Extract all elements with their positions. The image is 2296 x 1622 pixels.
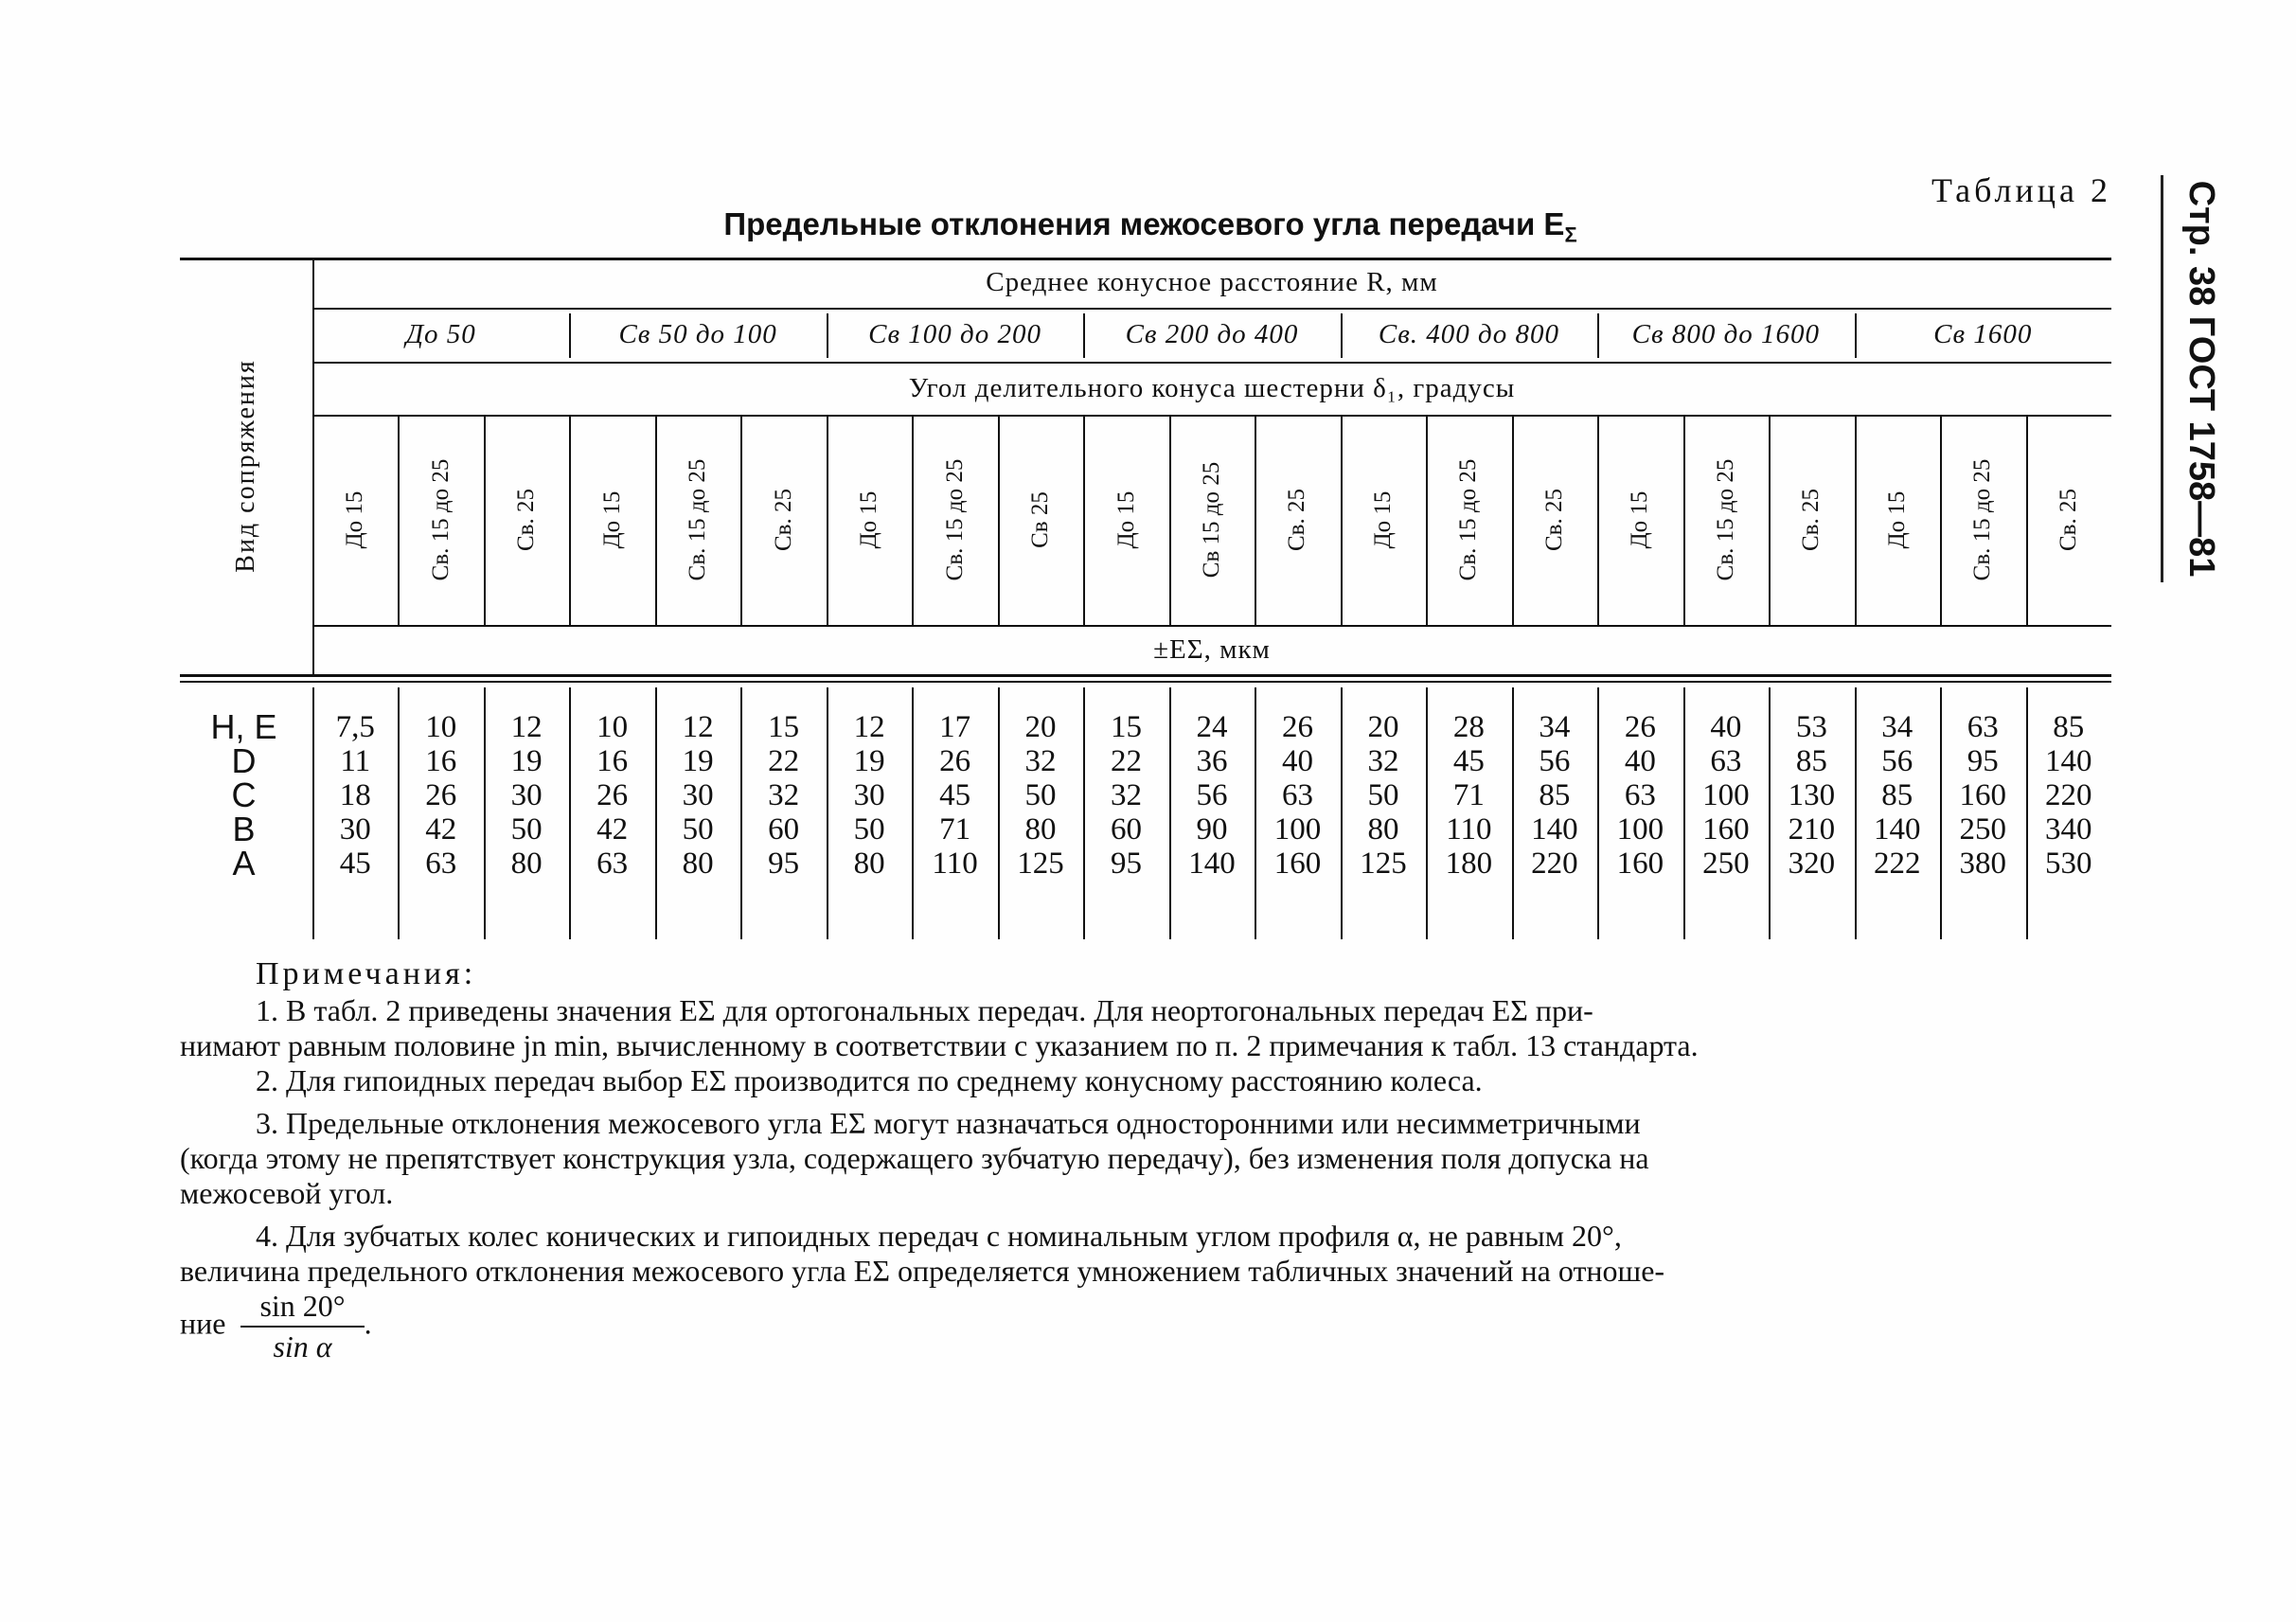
angle-column-label: До 15 xyxy=(1369,490,1396,549)
table-cell: 45 xyxy=(939,778,971,812)
header-bottom-rule-2 xyxy=(180,681,2111,683)
note-3-line-3: межосевой угол. xyxy=(180,1176,394,1210)
angle-column-label: Св. 25 xyxy=(1540,489,1567,551)
table-cell: 160 xyxy=(1959,778,2007,812)
table-cell: 45 xyxy=(339,847,371,881)
table-cell: 320 xyxy=(1788,847,1836,881)
angle-column-18 xyxy=(1769,415,1854,625)
angle-column-20 xyxy=(1940,415,2025,625)
angle-column-9 xyxy=(998,415,1083,625)
angle-column-label: Св. 15 до 25 xyxy=(1712,458,1738,581)
table-cell: 80 xyxy=(510,847,543,881)
angle-column-5 xyxy=(655,415,740,625)
table-cell: 100 xyxy=(1273,812,1322,847)
angle-column-label: До 15 xyxy=(856,490,882,549)
table-cell: 18 xyxy=(339,778,371,812)
table-cell: 15 xyxy=(768,710,800,744)
note-3-line-1: 3. Предельные отклонения межосевого угла EΣ могут назначаться односторонними или несимметричными xyxy=(256,1106,1641,1140)
table-cell: 40 xyxy=(1624,744,1656,778)
table-cell: 63 xyxy=(1710,744,1742,778)
angle-divider-1 xyxy=(398,415,400,625)
table-cell: 56 xyxy=(1196,778,1228,812)
note-4-suffix: . xyxy=(364,1306,372,1341)
table-cell: 17 xyxy=(939,710,971,744)
table-cell: 530 xyxy=(2045,847,2092,881)
table-cell: 7,5 xyxy=(335,710,375,744)
table-cell: 222 xyxy=(1874,847,1921,881)
table-cell: 42 xyxy=(425,812,457,847)
angle-column-2 xyxy=(398,415,483,625)
table-cell: 60 xyxy=(768,812,800,847)
angle-divider-16 xyxy=(1683,415,1685,625)
distance-group-6: Св 800 до 1600 xyxy=(1631,319,1821,349)
angle-divider-11 xyxy=(1255,415,1256,625)
table-cell: 80 xyxy=(1024,812,1057,847)
table-cell: 140 xyxy=(1531,812,1578,847)
table-cell: 63 xyxy=(1624,778,1656,812)
table-cell: 34 xyxy=(1881,710,1913,744)
table-cell: 63 xyxy=(1967,710,1999,744)
group-divider-2 xyxy=(827,313,828,358)
table-cell: 380 xyxy=(1959,847,2007,881)
table-cell: 15 xyxy=(1111,710,1143,744)
table-cell: 85 xyxy=(1795,744,1827,778)
angle-column-label: До 15 xyxy=(1627,490,1653,549)
table-cell: 125 xyxy=(1360,847,1407,881)
table-cell: 56 xyxy=(1881,744,1913,778)
table-title-text: Предельные отклонения межосевого угла передачи E xyxy=(723,206,1565,241)
table-cell: 71 xyxy=(1452,778,1485,812)
table-cell: 30 xyxy=(339,812,371,847)
table-cell: 210 xyxy=(1788,812,1836,847)
table-cell: 160 xyxy=(1702,812,1750,847)
table-cell: 12 xyxy=(853,710,885,744)
table-cell: 26 xyxy=(425,778,457,812)
angle-column-19 xyxy=(1855,415,1940,625)
table-cell: 110 xyxy=(1446,812,1492,847)
table-cell: 140 xyxy=(2045,744,2092,778)
note-2: 2. Для гипоидных передач выбор EΣ производится по среднему конусному расстоянию колеса. xyxy=(256,1063,1483,1097)
table-cell: 56 xyxy=(1539,744,1571,778)
table-cell: 80 xyxy=(1367,812,1399,847)
table-cell: 50 xyxy=(510,812,543,847)
table-cell: 50 xyxy=(1367,778,1399,812)
angle-divider-19 xyxy=(1940,415,1942,625)
row-header-label: Вид сопряжения xyxy=(231,359,260,573)
row-label-5: A xyxy=(232,844,256,882)
table-cell: 220 xyxy=(2045,778,2092,812)
table-cell: 26 xyxy=(1281,710,1313,744)
header-bottom-rule xyxy=(180,674,2111,677)
angle-column-21 xyxy=(2026,415,2111,625)
fraction-numerator: sin 20° xyxy=(240,1289,364,1328)
angle-column-7 xyxy=(827,415,912,625)
angle-column-label: До 15 xyxy=(598,490,625,549)
table-cell: 110 xyxy=(932,847,978,881)
table-cell: 30 xyxy=(853,778,885,812)
table-cell: 32 xyxy=(1024,744,1057,778)
group-divider-4 xyxy=(1341,313,1343,358)
angle-column-6 xyxy=(740,415,826,625)
fraction-denominator: sin α xyxy=(273,1329,332,1364)
table-cell: 340 xyxy=(2045,812,2092,847)
note-1-line-1: 1. В табл. 2 приведены значения EΣ для ортогональных передач. Для неортогональных передач EΣ при- xyxy=(256,993,1593,1027)
row-label-1: H, E xyxy=(210,707,277,746)
table-cell: 250 xyxy=(1959,812,2007,847)
table-cell: 30 xyxy=(510,778,543,812)
table-cell: 85 xyxy=(2053,710,2085,744)
angle-column-label: Св. 25 xyxy=(1284,489,1310,551)
table-cell: 20 xyxy=(1367,710,1399,744)
angle-divider-17 xyxy=(1769,415,1771,625)
angle-divider-10 xyxy=(1169,415,1171,625)
table-cell: 160 xyxy=(1273,847,1322,881)
row-header-cell xyxy=(180,258,312,674)
table-cell: 19 xyxy=(853,744,885,778)
table-cell: 26 xyxy=(939,744,971,778)
angle-column-label: До 15 xyxy=(1112,490,1139,549)
table-cell: 80 xyxy=(853,847,885,881)
table-cell: 50 xyxy=(682,812,714,847)
angle-column-label: Св. 15 до 25 xyxy=(685,458,711,581)
table-cell: 19 xyxy=(510,744,543,778)
angle-column-label: Св 15 до 25 xyxy=(1198,461,1224,579)
table-cell: 125 xyxy=(1017,847,1064,881)
distance-group-5: Св. 400 до 800 xyxy=(1378,319,1559,349)
table-cell: 100 xyxy=(1616,812,1664,847)
table-cell: 60 xyxy=(1111,812,1143,847)
table-cell: 95 xyxy=(1111,847,1143,881)
table-cell: 22 xyxy=(1111,744,1143,778)
table-cell: 40 xyxy=(1281,744,1313,778)
table-cell: 71 xyxy=(939,812,971,847)
table-cell: 85 xyxy=(1881,778,1913,812)
side-header-text: Стр. 38 ГОСТ 1758—81 xyxy=(2181,180,2221,578)
table-cell: 12 xyxy=(682,710,714,744)
angle-column-label: Св. 25 xyxy=(513,489,540,551)
side-rule xyxy=(2161,175,2163,582)
angle-divider-2 xyxy=(484,415,486,625)
note-4-line-3 xyxy=(180,1289,2121,1364)
angle-column-15 xyxy=(1512,415,1597,625)
group-divider-5 xyxy=(1597,313,1599,358)
distance-header: Среднее конусное расстояние R, мм xyxy=(986,267,1438,297)
distance-group-2: Св 50 до 100 xyxy=(618,319,777,349)
angle-column-13 xyxy=(1341,415,1426,625)
table-cell: 95 xyxy=(768,847,800,881)
angle-divider-3 xyxy=(569,415,571,625)
table-cell: 16 xyxy=(425,744,457,778)
table-cell: 16 xyxy=(596,744,629,778)
angle-column-4 xyxy=(569,415,654,625)
table-cell: 10 xyxy=(596,710,629,744)
table-cell: 11 xyxy=(340,744,371,778)
row-label-3: C xyxy=(231,775,257,814)
angle-divider-15 xyxy=(1597,415,1599,625)
note-1-line-2: нимают равным половине jn min, вычисленному в соответствии с указанием по п. 2 примечания к табл. 13 стандарта. xyxy=(180,1028,1699,1062)
table-title xyxy=(189,206,2111,248)
table-cell: 30 xyxy=(682,778,714,812)
table-cell: 28 xyxy=(1452,710,1485,744)
table-cell: 24 xyxy=(1196,710,1228,744)
row-label-2: D xyxy=(231,741,257,780)
table-cell: 160 xyxy=(1616,847,1664,881)
angle-column-label: Св. 25 xyxy=(2055,489,2081,551)
angle-divider-8 xyxy=(998,415,1000,625)
angle-column-label: До 15 xyxy=(342,490,368,549)
table-cell: 80 xyxy=(682,847,714,881)
table-cell: 180 xyxy=(1445,847,1493,881)
table-cell: 12 xyxy=(510,710,543,744)
table-cell: 220 xyxy=(1531,847,1578,881)
ratio-fraction xyxy=(240,1289,364,1364)
table-cell: 26 xyxy=(596,778,629,812)
distance-group-1: До 50 xyxy=(405,319,476,349)
table-cell: 130 xyxy=(1788,778,1836,812)
note-4-line-2: величина предельного отклонения межосевого угла EΣ определяется умножением табличных значений на отноше- xyxy=(180,1254,1665,1288)
angle-divider-4 xyxy=(655,415,657,625)
angle-divider-5 xyxy=(740,415,742,625)
angle-divider-7 xyxy=(912,415,914,625)
table-cell: 85 xyxy=(1539,778,1571,812)
table-cell: 36 xyxy=(1196,744,1228,778)
angle-column-17 xyxy=(1683,415,1769,625)
group-divider-1 xyxy=(569,313,571,358)
table-cell: 63 xyxy=(425,847,457,881)
table-cell: 20 xyxy=(1024,710,1057,744)
note-4-line-1: 4. Для зубчатых колес конических и гипоидных передач с номинальным углом профиля α, не равным 20°, xyxy=(256,1219,1622,1253)
angle-column-label: До 15 xyxy=(1883,490,1910,549)
angle-column-label: Св. 25 xyxy=(1798,489,1824,551)
angle-column-8 xyxy=(912,415,997,625)
angle-column-label: Св. 15 до 25 xyxy=(1969,458,1996,581)
angle-column-label: Св. 15 до 25 xyxy=(427,458,454,581)
angle-column-label: Св 25 xyxy=(1027,491,1054,548)
distance-group-4: Св 200 до 400 xyxy=(1125,319,1299,349)
row-label-4: B xyxy=(232,810,256,848)
angle-divider-6 xyxy=(827,415,828,625)
angle-column-12 xyxy=(1255,415,1340,625)
table-label: Таблица 2 xyxy=(1931,171,2111,209)
angle-column-3 xyxy=(484,415,569,625)
note-4-prefix: ние xyxy=(180,1306,226,1341)
angle-column-label: Св. 15 до 25 xyxy=(941,458,968,581)
group-divider-6 xyxy=(1855,313,1857,358)
angle-column-11 xyxy=(1169,415,1255,625)
units-row: ±EΣ, мкм xyxy=(1153,633,1271,665)
angle-divider-12 xyxy=(1341,415,1343,625)
table-cell: 34 xyxy=(1539,710,1571,744)
table-cell: 100 xyxy=(1702,778,1750,812)
table-cell: 32 xyxy=(1111,778,1143,812)
table-cell: 10 xyxy=(425,710,457,744)
angle-column-label: Св. 15 до 25 xyxy=(1455,458,1482,581)
table-cell: 26 xyxy=(1624,710,1656,744)
table-cell: 140 xyxy=(1874,812,1921,847)
angle-column-14 xyxy=(1426,415,1511,625)
angle-divider-13 xyxy=(1426,415,1428,625)
angle-divider-20 xyxy=(2026,415,2028,625)
table-cell: 32 xyxy=(1367,744,1399,778)
angle-column-label: Св. 25 xyxy=(770,489,796,551)
table-cell: 19 xyxy=(682,744,714,778)
table-cell: 140 xyxy=(1188,847,1236,881)
table-cell: 42 xyxy=(596,812,629,847)
angle-divider-18 xyxy=(1855,415,1857,625)
angle-divider-14 xyxy=(1512,415,1514,625)
angle-divider-9 xyxy=(1083,415,1085,625)
angle-header: Угол делительного конуса шестерни δ₁, градусы xyxy=(908,372,1516,403)
group-divider-3 xyxy=(1083,313,1085,358)
table-cell: 50 xyxy=(1024,778,1057,812)
table-cell: 63 xyxy=(1281,778,1313,812)
table-cell: 50 xyxy=(853,812,885,847)
table-title-sub: Σ xyxy=(1564,223,1577,247)
note-3-line-2: (когда этому не препятствует конструкция узла, содержащего зубчатую передачу), без изменения поля допуска на xyxy=(180,1141,1649,1175)
angle-column-10 xyxy=(1083,415,1168,625)
table-cell: 90 xyxy=(1196,812,1228,847)
page-side-header xyxy=(2168,170,2234,587)
table-cell: 40 xyxy=(1710,710,1742,744)
table-cell: 53 xyxy=(1795,710,1827,744)
notes-heading: Примечания: xyxy=(256,956,477,991)
notes-section xyxy=(180,956,2121,1364)
angle-column-16 xyxy=(1597,415,1682,625)
angle-column-1 xyxy=(312,415,398,625)
table-cell: 63 xyxy=(596,847,629,881)
table-cell: 250 xyxy=(1702,847,1750,881)
table-cell: 22 xyxy=(768,744,800,778)
distance-group-7: Св 1600 xyxy=(1933,319,2033,349)
table-cell: 45 xyxy=(1452,744,1485,778)
distance-group-3: Св 100 до 200 xyxy=(868,319,1041,349)
table-cell: 95 xyxy=(1967,744,1999,778)
table-cell: 32 xyxy=(768,778,800,812)
